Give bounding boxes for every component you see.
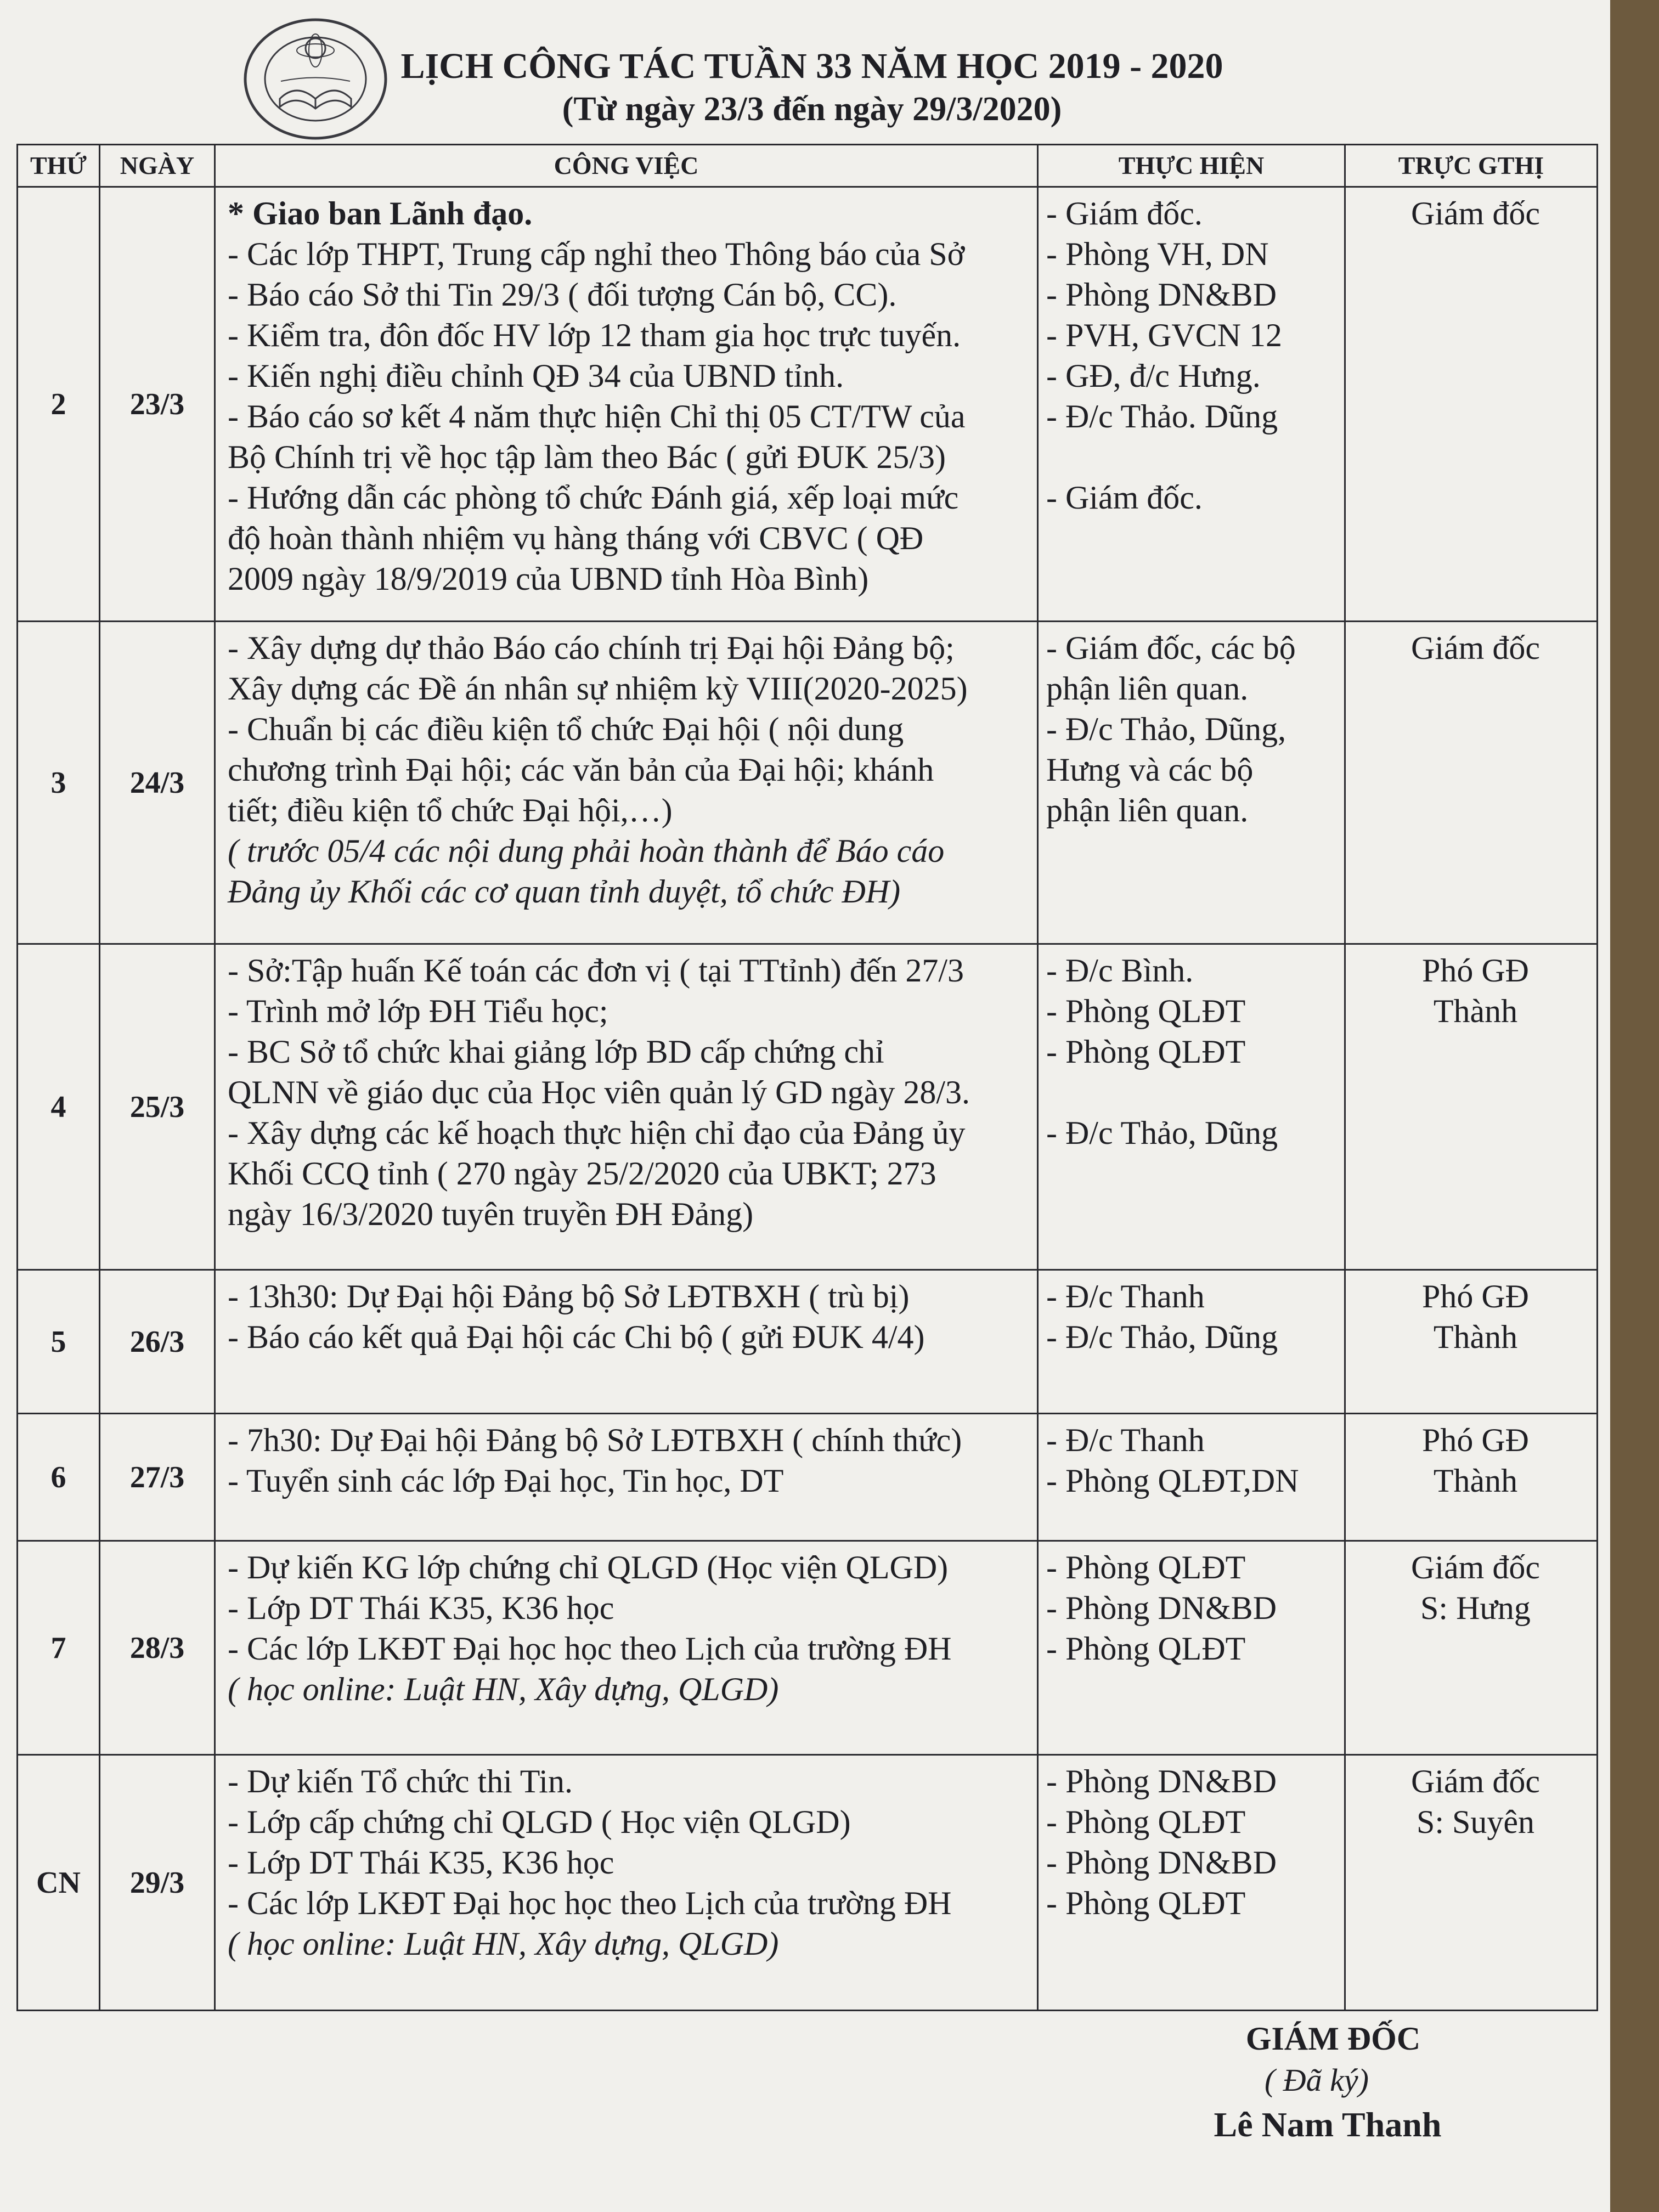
executor-line: phận liên quan. xyxy=(1046,670,1249,707)
table-row xyxy=(18,944,1598,1270)
executor-cell xyxy=(1038,1270,1345,1414)
table-row xyxy=(18,1270,1598,1414)
table-row xyxy=(18,1541,1598,1755)
task-line: - Kiểm tra, đôn đốc HV lớp 12 tham gia học trực tuyến. xyxy=(228,317,961,353)
date-cell: 24/3 xyxy=(100,622,215,944)
duty-line: Phó GĐ xyxy=(1421,952,1530,989)
day-cell: 3 xyxy=(18,622,100,944)
duty-line: Giám đốc xyxy=(1411,630,1540,666)
seal-logo xyxy=(241,16,390,142)
executor-line: - Giám đốc. xyxy=(1046,479,1203,516)
table-row xyxy=(18,622,1598,944)
table-row xyxy=(18,1414,1598,1541)
task-cell xyxy=(215,187,1038,622)
header-cong-viec: CÔNG VIỆC xyxy=(215,145,1038,187)
task-line: - 13h30: Dự Đại hội Đảng bộ Sở LĐTBXH ( trù bị) xyxy=(228,1278,910,1314)
duty-cell xyxy=(1345,1755,1598,2011)
task-cell xyxy=(215,1414,1038,1541)
duty-line: Giám đốc xyxy=(1411,1549,1540,1585)
task-line: - Hướng dẫn các phòng tổ chức Đánh giá, xếp loại mức xyxy=(228,479,959,516)
day-cell: 2 xyxy=(18,187,100,622)
executor-line: - Giám đốc, các bộ xyxy=(1046,630,1296,666)
header-truc: TRỰC GTHỊ xyxy=(1345,145,1598,187)
executor-line: Hưng và các bộ xyxy=(1046,752,1254,788)
day-cell: 7 xyxy=(18,1541,100,1755)
duty-cell xyxy=(1345,187,1598,622)
task-cell xyxy=(215,944,1038,1270)
signer-position: GIÁM ĐỐC xyxy=(1245,2021,1421,2057)
document-title: LỊCH CÔNG TÁC TUẦN 33 NĂM HỌC 2019 - 2020 xyxy=(400,46,1223,86)
task-cell xyxy=(215,1270,1038,1414)
executor-line: - Đ/c Thanh xyxy=(1046,1422,1205,1458)
task-line: tiết; điều kiện tổ chức Đại hội,…) xyxy=(228,792,673,828)
task-line: - Dự kiến Tổ chức thi Tin. xyxy=(228,1763,573,1799)
signer-name: Lê Nam Thanh xyxy=(1214,2105,1442,2144)
date-cell: 25/3 xyxy=(100,944,215,1270)
executor-line xyxy=(1046,437,1338,477)
task-line: - Báo cáo sơ kết 4 năm thực hiện Chỉ thị 05 CT/TW của xyxy=(228,398,966,435)
task-line: Bộ Chính trị về học tập làm theo Bác ( gửi ĐUK 25/3) xyxy=(228,439,946,475)
task-line: - Xây dựng dự thảo Báo cáo chính trị Đại hội Đảng bộ; xyxy=(228,630,955,666)
executor-cell xyxy=(1038,1755,1345,2011)
executor-line: - Phòng DN&BD xyxy=(1046,276,1277,313)
task-line: - Báo cáo Sở thi Tin 29/3 ( đối tượng Cán bộ, CC). xyxy=(228,276,897,313)
task-line: - Lớp DT Thái K35, K36 học xyxy=(228,1590,614,1626)
executor-line: - PVH, GVCN 12 xyxy=(1046,317,1283,353)
executor-line: - Phòng QLĐT xyxy=(1046,993,1246,1029)
executor-line: - Phòng QLĐT xyxy=(1046,1630,1246,1667)
executor-line: - Đ/c Thảo, Dũng, xyxy=(1046,711,1286,747)
header-thuc-hien: THỰC HIỆN xyxy=(1038,145,1345,187)
task-line: - Sở:Tập huấn Kế toán các đơn vị ( tại TTtỉnh) đến 27/3 xyxy=(228,952,964,989)
task-line: - Báo cáo kết quả Đại hội các Chi bộ ( gửi ĐUK 4/4) xyxy=(228,1319,925,1355)
task-line: - Tuyển sinh các lớp Đại học, Tin học, DT xyxy=(228,1463,784,1499)
duty-line: Phó GĐ xyxy=(1421,1278,1530,1314)
task-line: - Các lớp LKĐT Đại học học theo Lịch của trường ĐH xyxy=(228,1630,952,1667)
task-cell xyxy=(215,1541,1038,1755)
task-note-line: ( học online: Luật HN, Xây dựng, QLGD) xyxy=(228,1671,779,1707)
task-line: độ hoàn thành nhiệm vụ hàng tháng với CBVC ( QĐ xyxy=(228,520,924,556)
table-row xyxy=(18,1755,1598,2011)
task-line: - 7h30: Dự Đại hội Đảng bộ Sở LĐTBXH ( chính thức) xyxy=(228,1422,962,1458)
executor-line: - Đ/c Thảo. Dũng xyxy=(1046,398,1278,435)
executor-line xyxy=(1046,1072,1338,1113)
schedule-table xyxy=(16,144,1598,2011)
executor-line: - Đ/c Thảo, Dũng xyxy=(1046,1319,1278,1355)
task-cell xyxy=(215,622,1038,944)
task-cell xyxy=(215,1755,1038,2011)
task-line: Xây dựng các Đề án nhân sự nhiệm kỳ VIII(2020-2025) xyxy=(228,670,968,707)
duty-cell xyxy=(1345,1414,1598,1541)
header-thu: THỨ xyxy=(18,145,100,187)
executor-line: - Đ/c Thanh xyxy=(1046,1278,1205,1314)
executor-cell xyxy=(1038,1541,1345,1755)
header-ngay: NGÀY xyxy=(100,145,215,187)
executor-line: - Đ/c Bình. xyxy=(1046,952,1194,989)
task-line: - Lớp DT Thái K35, K36 học xyxy=(228,1844,614,1881)
task-line: * Giao ban Lãnh đạo. xyxy=(228,195,533,232)
task-line: - Trình mở lớp ĐH Tiểu học; xyxy=(228,993,608,1029)
day-cell: 5 xyxy=(18,1270,100,1414)
task-note-line: ( trước 05/4 các nội dung phải hoàn thành để Báo cáo xyxy=(228,833,945,869)
day-cell: 6 xyxy=(18,1414,100,1541)
duty-cell xyxy=(1345,622,1598,944)
date-cell: 28/3 xyxy=(100,1541,215,1755)
executor-line: - Phòng DN&BD xyxy=(1046,1844,1277,1881)
duty-cell xyxy=(1345,1541,1598,1755)
duty-line: Phó GĐ xyxy=(1421,1422,1530,1458)
duty-line: Thành xyxy=(1433,1463,1518,1499)
document-subtitle: (Từ ngày 23/3 đến ngày 29/3/2020) xyxy=(562,91,1062,128)
executor-line: - Giám đốc. xyxy=(1046,195,1203,232)
executor-cell xyxy=(1038,622,1345,944)
day-cell: CN xyxy=(18,1755,100,2011)
task-line: 2009 ngày 18/9/2019 của UBND tỉnh Hòa Bình) xyxy=(228,561,869,597)
duty-cell xyxy=(1345,1270,1598,1414)
executor-line: - Phòng VH, DN xyxy=(1046,236,1269,272)
task-line: - Lớp cấp chứng chỉ QLGD ( Học viện QLGD) xyxy=(228,1804,851,1840)
task-line: - Dự kiến KG lớp chứng chỉ QLGD (Học viện QLGD) xyxy=(228,1549,949,1585)
executor-cell xyxy=(1038,1414,1345,1541)
task-note-line: Đảng ủy Khối các cơ quan tỉnh duyệt, tổ chức ĐH) xyxy=(228,873,901,910)
executor-cell xyxy=(1038,187,1345,622)
task-line: chương trình Đại hội; các văn bản của Đại hội; khánh xyxy=(228,752,934,788)
day-cell: 4 xyxy=(18,944,100,1270)
executor-line: - Phòng QLĐT xyxy=(1046,1549,1246,1585)
date-cell: 23/3 xyxy=(100,187,215,622)
duty-line: S: Suyên xyxy=(1416,1804,1535,1840)
task-line: - Các lớp THPT, Trung cấp nghỉ theo Thông báo của Sở xyxy=(228,236,965,272)
date-cell: 27/3 xyxy=(100,1414,215,1541)
table-row xyxy=(18,187,1598,622)
table-header-row xyxy=(18,145,1598,187)
duty-line: Giám đốc xyxy=(1411,195,1540,232)
executor-line: - Phòng QLĐT xyxy=(1046,1885,1246,1921)
signed-note: ( Đã ký) xyxy=(1264,2062,1369,2098)
duty-cell xyxy=(1345,944,1598,1270)
date-cell: 26/3 xyxy=(100,1270,215,1414)
task-line: QLNN về giáo dục của Học viên quản lý GD ngày 28/3. xyxy=(228,1074,970,1110)
task-line: - Xây dựng các kế hoạch thực hiện chỉ đạo của Đảng ủy xyxy=(228,1115,966,1151)
task-note-line: ( học online: Luật HN, Xây dựng, QLGD) xyxy=(228,1926,779,1962)
task-line: Khối CCQ tỉnh ( 270 ngày 25/2/2020 của UBKT; 273 xyxy=(228,1155,936,1192)
task-line: ngày 16/3/2020 tuyên truyền ĐH Đảng) xyxy=(228,1196,754,1232)
duty-line: S: Hưng xyxy=(1420,1590,1531,1626)
executor-line: - GĐ, đ/c Hưng. xyxy=(1046,358,1261,394)
executor-line: - Phòng QLĐT xyxy=(1046,1804,1246,1840)
executor-line: - Phòng DN&BD xyxy=(1046,1763,1277,1799)
executor-line: phận liên quan. xyxy=(1046,792,1249,828)
task-line: - Chuẩn bị các điều kiện tổ chức Đại hội ( nội dung xyxy=(228,711,904,747)
duty-line: Giám đốc xyxy=(1411,1763,1540,1799)
executor-line: - Đ/c Thảo, Dũng xyxy=(1046,1115,1278,1151)
executor-line: - Phòng DN&BD xyxy=(1046,1590,1277,1626)
duty-line: Thành xyxy=(1433,993,1518,1029)
task-line: - Các lớp LKĐT Đại học học theo Lịch của trường ĐH xyxy=(228,1885,952,1921)
executor-cell xyxy=(1038,944,1345,1270)
task-line: - Kiến nghị điều chỉnh QĐ 34 của UBND tỉnh. xyxy=(228,358,844,394)
task-line: - BC Sở tổ chức khai giảng lớp BD cấp chứng chỉ xyxy=(228,1034,884,1070)
duty-line: Thành xyxy=(1433,1319,1518,1355)
executor-line: - Phòng QLĐT,DN xyxy=(1046,1463,1299,1499)
date-cell: 29/3 xyxy=(100,1755,215,2011)
executor-line: - Phòng QLĐT xyxy=(1046,1034,1246,1070)
